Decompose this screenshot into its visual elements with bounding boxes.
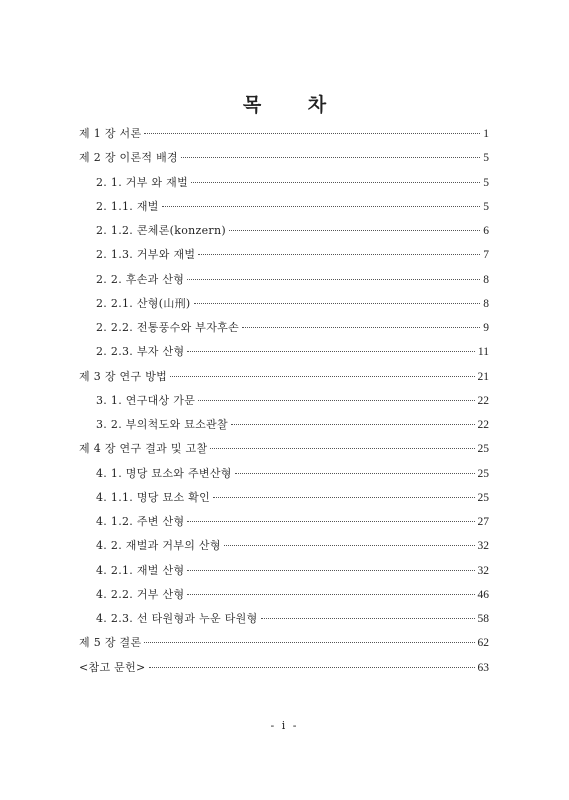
toc-entry[interactable] <box>79 607 489 631</box>
toc-entry-label: 4. 1. 명당 묘소와 주변산형 <box>96 466 232 480</box>
page-title: 목 차 <box>242 94 347 116</box>
toc-entry[interactable] <box>79 486 489 510</box>
toc-entry[interactable] <box>79 559 489 583</box>
toc-entry-label: 제 5 장 결론 <box>79 636 142 650</box>
toc-entry[interactable] <box>79 340 489 364</box>
toc-entry-page: 62 <box>477 637 489 650</box>
toc-entry-label: 3. 1. 연구대상 가문 <box>96 393 196 407</box>
dot-leader <box>144 133 480 134</box>
dot-leader <box>213 497 474 498</box>
table-of-contents <box>79 122 489 680</box>
dot-leader <box>231 424 475 425</box>
dot-leader <box>181 157 480 158</box>
dot-leader <box>187 351 475 352</box>
toc-entry[interactable] <box>79 631 489 655</box>
toc-entry-label: 제 1 장 서론 <box>79 127 142 140</box>
dot-leader <box>229 230 480 231</box>
toc-entry-page: 25 <box>477 467 489 480</box>
toc-entry-label: 2. 2. 후손과 산형 <box>96 272 185 286</box>
toc-entry[interactable] <box>79 462 489 486</box>
dot-leader <box>194 303 481 304</box>
dot-leader <box>261 618 475 619</box>
toc-entry-label: 2. 1.3. 거부와 재벌 <box>96 248 196 262</box>
toc-entry-page: 7 <box>483 249 489 262</box>
dot-leader <box>210 448 474 449</box>
toc-entry-page: 27 <box>477 516 489 528</box>
toc-entry-page: 8 <box>483 273 489 286</box>
toc-entry[interactable] <box>79 365 489 389</box>
toc-entry[interactable] <box>79 195 489 219</box>
toc-entry-page: 58 <box>477 613 489 625</box>
toc-entry-page: 11 <box>477 346 489 359</box>
toc-entry-page: 6 <box>483 225 489 237</box>
toc-entry-label: 2. 2.1. 산형(山刑) <box>96 296 191 310</box>
toc-entry[interactable] <box>79 583 489 607</box>
dot-leader <box>162 206 481 207</box>
toc-entry-label: 4. 2.2. 거부 산형 <box>96 587 185 601</box>
toc-entry-page: 32 <box>477 540 489 553</box>
toc-entry[interactable] <box>79 146 489 170</box>
toc-entry-page: 32 <box>477 564 489 577</box>
toc-entry-page: 5 <box>483 176 489 189</box>
toc-entry[interactable] <box>79 534 489 558</box>
dot-leader <box>149 667 475 668</box>
toc-entry[interactable] <box>79 413 489 437</box>
toc-entry-page: 5 <box>483 200 489 213</box>
toc-entry-page: 8 <box>483 297 489 310</box>
dot-leader <box>187 521 474 522</box>
toc-entry[interactable] <box>79 316 489 340</box>
dot-leader <box>187 279 480 280</box>
dot-leader <box>242 327 480 328</box>
dot-leader <box>187 594 474 595</box>
toc-entry-label: 2. 2.3. 부자 산형 <box>96 345 185 359</box>
dot-leader <box>224 545 475 546</box>
toc-entry[interactable] <box>79 389 489 413</box>
toc-entry[interactable] <box>79 437 489 461</box>
toc-entry-page: 22 <box>477 394 489 407</box>
dot-leader <box>191 182 480 183</box>
toc-entry[interactable] <box>79 122 489 146</box>
toc-entry[interactable] <box>79 219 489 243</box>
toc-entry-page: 9 <box>483 322 489 334</box>
toc-entry-page: 21 <box>477 370 489 383</box>
toc-entry-label: 2. 1. 거부 와 재벌 <box>96 175 189 189</box>
dot-leader <box>170 376 474 377</box>
toc-entry[interactable] <box>79 243 489 267</box>
toc-entry-label: 4. 2.1. 재벌 산형 <box>96 563 185 577</box>
toc-entry-label: 제 3 장 연구 방법 <box>79 369 168 383</box>
toc-entry-label: 2. 1.2. 콘체론(konzern) <box>96 224 226 237</box>
toc-entry-label: 4. 2. 재벌과 거부의 산형 <box>96 539 221 553</box>
toc-entry-page: 5 <box>483 152 489 165</box>
page-number-footer: - i - <box>270 719 299 732</box>
toc-entry[interactable] <box>79 171 489 195</box>
dot-leader <box>235 473 475 474</box>
toc-entry-label: 3. 2. 부의척도와 묘소관찰 <box>96 418 228 431</box>
toc-entry-label: 4. 2.3. 선 타원형과 누운 타원형 <box>96 612 258 625</box>
toc-entry-label: 4. 1.1. 명당 묘소 확인 <box>96 490 211 504</box>
toc-entry-label: 2. 1.1. 재벌 <box>96 199 159 213</box>
toc-entry-page: 1 <box>483 128 489 140</box>
toc-entry-page: 25 <box>477 443 489 456</box>
dot-leader <box>187 570 474 571</box>
toc-entry-label: 제 2 장 이론적 배경 <box>79 151 178 165</box>
toc-entry-page: 46 <box>477 588 489 601</box>
toc-entry[interactable] <box>79 510 489 534</box>
toc-entry[interactable] <box>79 268 489 292</box>
toc-entry-page: 63 <box>477 661 489 674</box>
toc-entry[interactable] <box>79 656 489 680</box>
toc-entry-label: 2. 2.2. 전통풍수와 부자후손 <box>96 321 240 334</box>
dot-leader <box>198 400 474 401</box>
toc-entry-page: 22 <box>477 419 489 431</box>
toc-entry-label: 제 4 장 연구 결과 및 고찰 <box>79 442 208 456</box>
dot-leader <box>198 254 480 255</box>
toc-entry-label: <참고 문헌> <box>79 660 146 674</box>
dot-leader <box>144 642 474 643</box>
toc-entry[interactable] <box>79 292 489 316</box>
toc-entry-page: 25 <box>477 491 489 504</box>
toc-entry-label: 4. 1.2. 주변 산형 <box>96 515 185 528</box>
